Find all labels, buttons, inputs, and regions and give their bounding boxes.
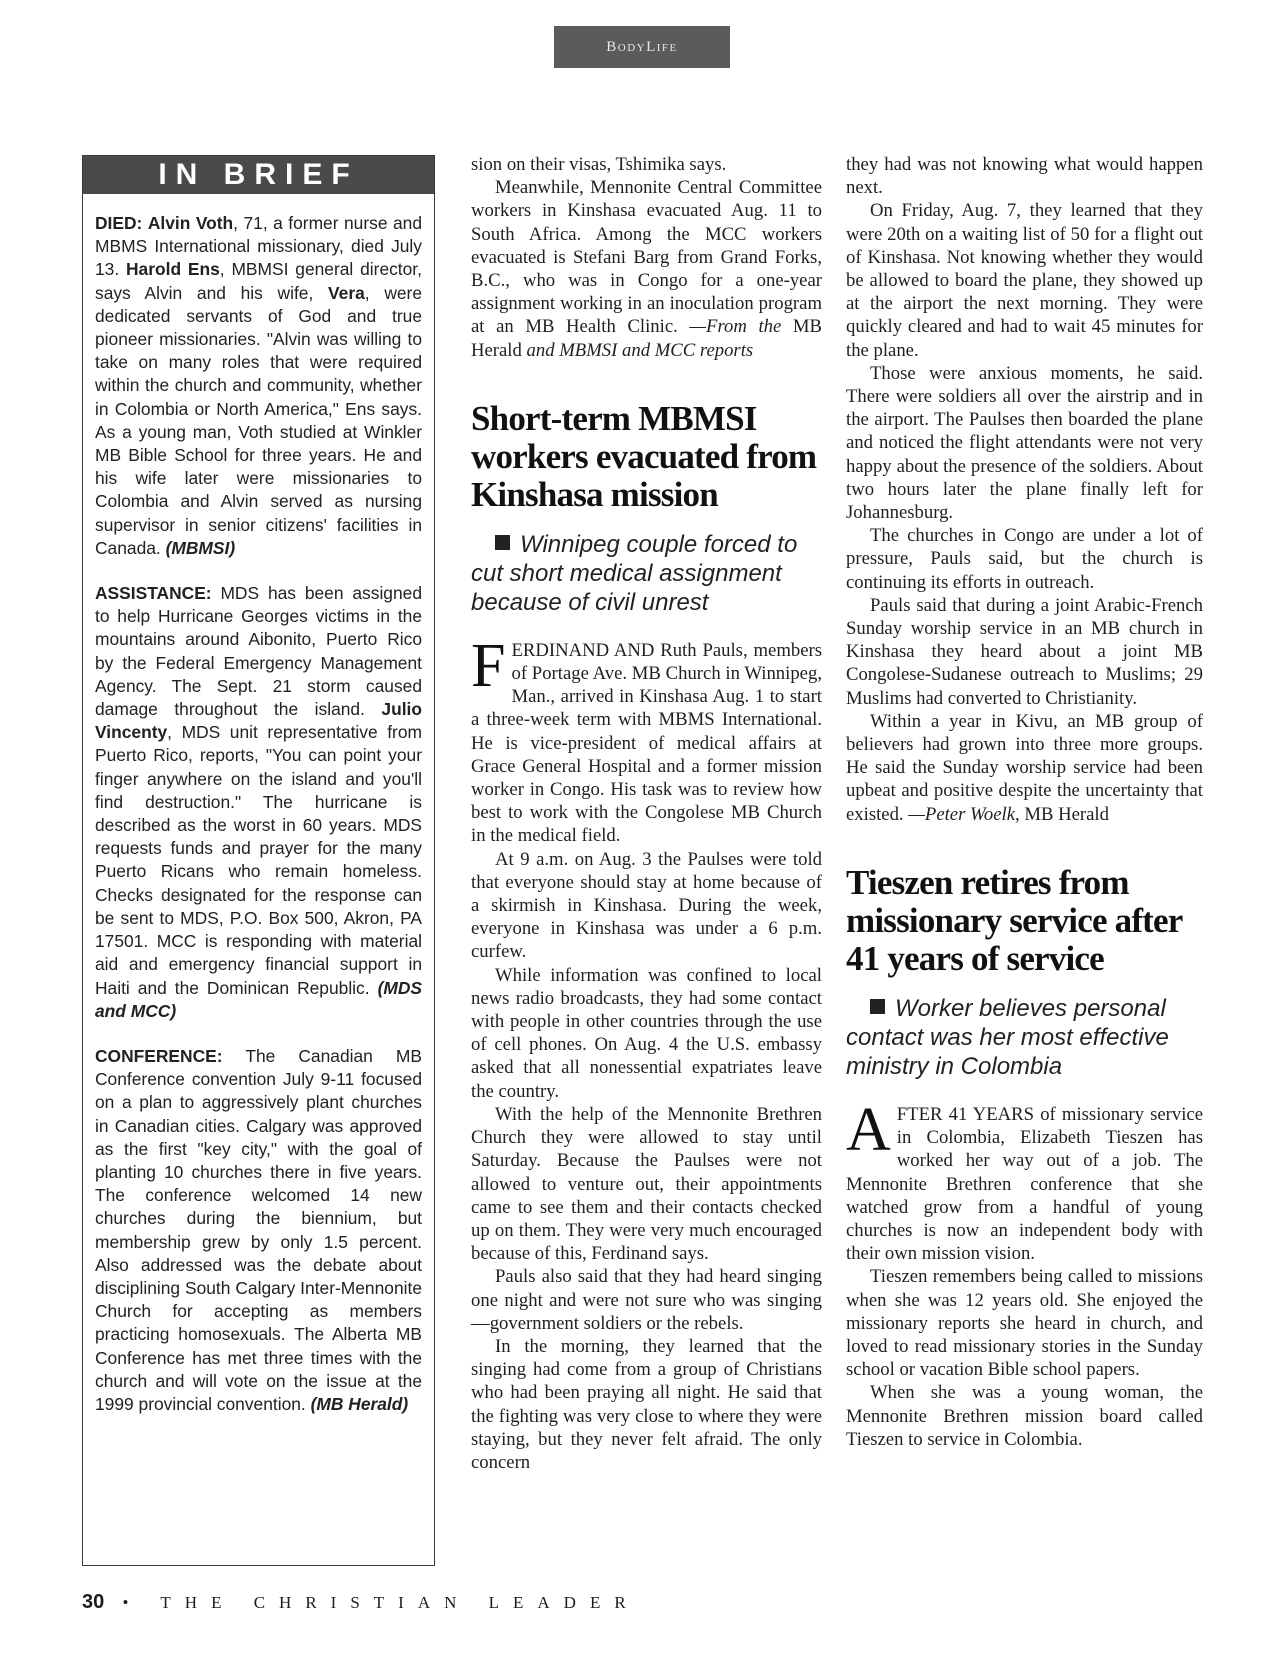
lead-caps: ERDINAND AND: [511, 639, 655, 661]
continued-paragraph: they had was not knowing what would happen next.: [846, 154, 1203, 199]
drop-cap: F: [471, 631, 506, 700]
story2-headline: Tieszen retires from missionary service after 41 years of service: [846, 862, 1182, 978]
story2-lead-paragraph: [846, 1095, 1204, 1265]
brief-person: Harold Ens: [126, 259, 220, 280]
in-brief-heading: IN BRIEF: [83, 156, 434, 194]
deck-text: Winnipeg couple forced to cut short medical assignment because of civil unrest: [471, 530, 798, 616]
story1-deck: [471, 530, 822, 617]
footer-bullet: •: [122, 1593, 143, 1612]
body-paragraph: Those were anxious moments, he said. There were soldiers all over the airstrip and in the airport. The Paulses then boarded the plane and noticed the flight attendants were not very happy about the presence of the soldiers. About two hours later the plane finally left for Johannesburg.: [846, 362, 1203, 524]
byline-publication: MB Herald: [1019, 803, 1109, 825]
body-paragraph: The churches in Congo are under a lot of pressure, Pauls said, but the church is continuing its efforts in outreach.: [846, 525, 1203, 593]
brief-item-assistance: [83, 582, 434, 1023]
body-paragraph: With the help of the Mennonite Brethren Church they were allowed to stay until Saturday. Because the Paulses were not allowed to venture out, their appointments came to see them and their contacts checked up on them. They were very much encouraged because of this, Ferdinand says.: [471, 1103, 822, 1265]
body-text: Ruth Pauls, members of Portage Ave. MB Church in Winnipeg, Man., arrived in Kinshasa Aug. 1 to start a three-week term with MBMS International. He is vice-president of medical affairs at Grace General Hospital and a former mission worker in Congo. His task was to review how best to work with the Congolese MB Church in the medical field.: [471, 639, 822, 847]
article-column-2: [471, 153, 822, 1474]
brief-text: , MDS unit representative from Puerto Rico, reports, "You can point your finger anywhere on the island and you'll find destruction." The hurricane is described as the worst in 60 years. MDS requests funds and prayer for the many Puerto Ricans who remain homeless. Checks designated for the response can be sent to MDS, P.O. Box 500, Akron, PA 17501. MCC is responding with material aid and emergency financial support in Haiti and the Dominican Republic.: [95, 722, 422, 998]
brief-text: MDS has been assigned to help Hurricane Georges victims in the mountains around Aibonito, Puerto Rico by the Federal Emergency Management Agency. The Sept. 21 storm caused damage throughout the island.: [95, 583, 422, 720]
carryover-paragraph: sion on their visas, Tshimika says.: [471, 154, 727, 175]
mcc-paragraph: [471, 176, 822, 362]
credit-text: MB Herald: [471, 316, 822, 361]
body-text: Within a year in Kivu, an MB group of believers had grown into three more groups. He said the Sunday worship service had been upbeat and positive despite the uncertainty that existed.: [846, 710, 1203, 825]
brief-person: Julio Vincenty: [95, 699, 422, 743]
brief-label: CONFERENCE:: [95, 1045, 223, 1066]
square-bullet-icon: [870, 999, 885, 1014]
brief-source: (MBMSI): [165, 537, 236, 558]
publication-name: THE CHRISTIAN LEADER: [160, 1593, 640, 1612]
body-paragraph: At 9 a.m. on Aug. 3 the Paulses were told that everyone should stay at home because of a skirmish in Kinshasa. During the week, everyone in Kinshasa was under a 6 p.m. curfew.: [471, 848, 822, 963]
credit-text: and MBMSI and MCC reports: [526, 339, 754, 361]
brief-source: (MDS and MCC): [95, 977, 422, 1021]
square-bullet-icon: [495, 535, 510, 550]
brief-label: DIED:: [95, 213, 143, 233]
brief-text: , MBMSI general director, says Alvin and his wife,: [95, 259, 422, 303]
body-paragraph: When she was a young woman, the Mennonite Brethren mission board called Tieszen to service in Colombia.: [846, 1382, 1203, 1450]
body-paragraph: Pauls also said that they had heard singing one night and were not sure who was singing—government soldiers or the rebels.: [471, 1266, 822, 1334]
story1-headline: Short-term MBMSI workers evacuated from Kinshasa mission: [471, 398, 817, 514]
body-paragraph: Pauls said that during a joint Arabic-French Sunday worship service in an MB church in Kinshasa they heard about a joint MB Congolese-Sudanese outreach to Muslims; 29 Muslims had converted to Christianity.: [846, 594, 1203, 709]
byline: —Peter Woelk,: [908, 803, 1020, 825]
body-text: Meanwhile, Mennonite Central Committee workers in Kinshasa evacuated Aug. 11 to South Africa. Among the MCC workers evacuated is Stefani Barg from Grand Forks, B.C., who was in Congo for a one-year assignment working in an inoculation program at an MB Health Clinic.: [471, 177, 822, 338]
body-paragraph: In the morning, they learned that the singing had come from a group of Christians who had been praying all night. He said that the fighting was very close to where they were staying, but they never felt afraid. The only concern: [471, 1335, 822, 1473]
in-brief-sidebar: [82, 155, 435, 1566]
brief-text: , 71, a former nurse and MBMS International missionary, died July 13.: [95, 213, 422, 280]
brief-person: Alvin Voth: [147, 213, 234, 233]
lead-caps: FTER 41 YEARS: [896, 1103, 1035, 1125]
brief-text: The Canadian MB Conference convention July 9-11 focused on a plan to aggressively plant churches in Canadian cities. Calgary was approved as the first "key city," with the goal of planting 10 churches there in five years. The conference welcomed 14 new churches during the biennium, but membership grew by only 1.5 percent. Also addressed was the debate about disciplining South Calgary Inter-Mennonite Church for accepting as members practicing homosexuals. The Alberta MB Conference has met three times with the church and will vote on the issue at the 1999 provincial convention.: [95, 1045, 422, 1414]
brief-person: Vera: [328, 282, 365, 303]
page-number: 30: [82, 1591, 105, 1613]
brief-source: (MB Herald): [310, 1393, 409, 1414]
body-text: of missionary service in Colombia, Elizabeth Tieszen has worked her way out of a job. The Mennonite Brethren conference that she watched grow from a handful of young churches is now an independent body with their own mission vision.: [846, 1103, 1204, 1265]
brief-item-conference: [83, 1045, 434, 1416]
final-paragraph: [846, 710, 1203, 826]
page-footer: [82, 1591, 640, 1614]
story1-lead-paragraph: [471, 631, 822, 848]
article-column-3: [846, 153, 1203, 1451]
deck-text: Worker believes personal contact was her most effective ministry in Colombia: [846, 994, 1169, 1080]
body-paragraph: While information was confined to local news radio broadcasts, they had some contact with people in other countries through the use of cell phones. On Aug. 4 the U.S. embassy asked that all nonessential expatriates leave the country.: [471, 964, 822, 1102]
brief-text: , were dedicated servants of God and true pioneer missionaries. "Alvin was willing to take on many roles that were required within the church and community, whether in Colombia or North America," Ens says. As a young man, Voth studied at Winkler MB Bible School for three years. He and his wife later were missionaries to Colombia and Alvin served as nursing supervisor in senior citizens' facilities in Canada.: [95, 282, 423, 558]
body-paragraph: On Friday, Aug. 7, they learned that they were 20th on a waiting list of 50 for a flight out of Kinshasa. Not knowing whether they would be allowed to board the plane, they showed up at the airport the next morning. They were quickly cleared and had to wait 45 minutes for the plane.: [846, 200, 1203, 361]
brief-label: ASSISTANCE:: [95, 583, 212, 604]
section-tab: BodyLife: [554, 26, 730, 68]
drop-cap: A: [846, 1095, 891, 1164]
body-paragraph: Tieszen remembers being called to missions when she was 12 years old. She enjoyed the missionary reports she heard in church, and loved to read missionary stories in the Sunday school or vacation Bible school papers.: [846, 1266, 1203, 1381]
brief-item-died: [83, 212, 434, 560]
credit-text: —From the: [689, 316, 782, 338]
story2-deck: [846, 994, 1203, 1081]
